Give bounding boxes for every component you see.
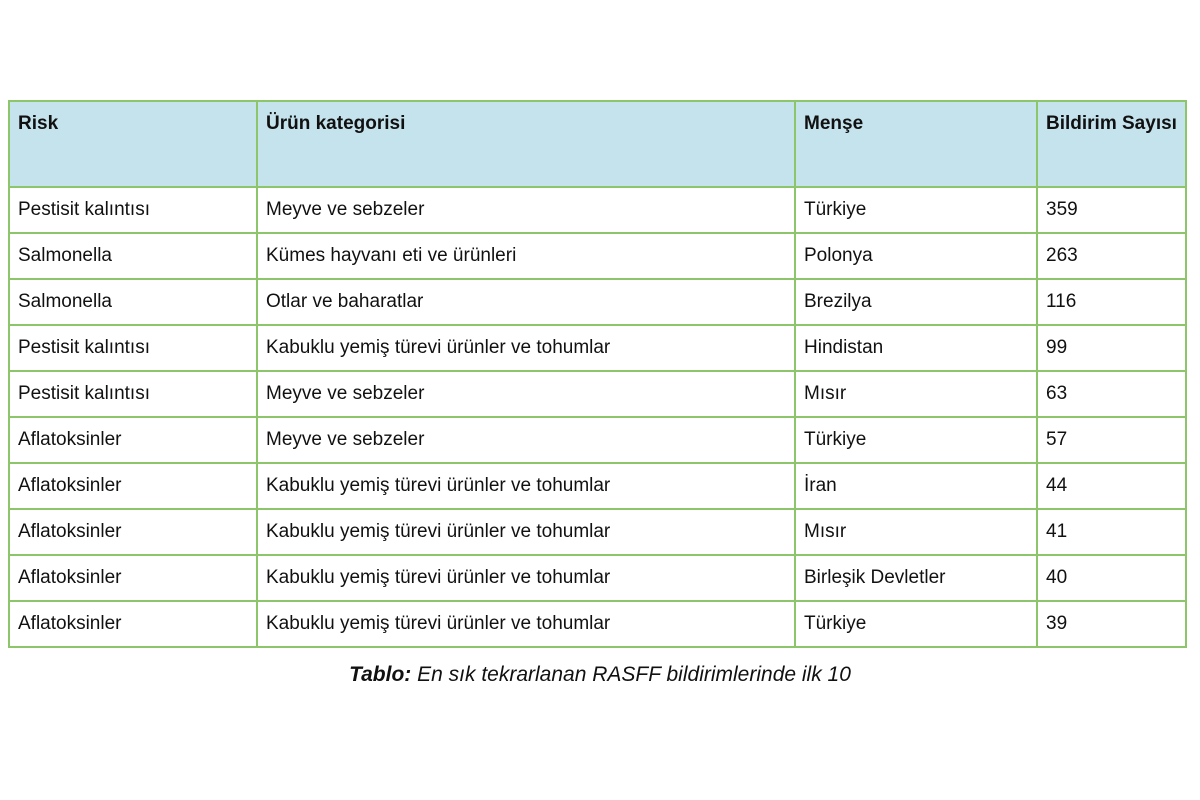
table-row — [9, 509, 1186, 555]
cell-notification-count: 57 — [1037, 417, 1186, 463]
cell-origin: Hindistan — [795, 325, 1037, 371]
header-origin: Menşe — [795, 101, 1037, 187]
table-header-row — [9, 101, 1186, 187]
cell-product-category: Meyve ve sebzeler — [257, 187, 795, 233]
header-risk: Risk — [9, 101, 257, 187]
caption-lead: Tablo: — [349, 663, 412, 686]
table-row — [9, 187, 1186, 233]
cell-risk: Salmonella — [9, 233, 257, 279]
cell-product-category: Kabuklu yemiş türevi ürünler ve tohumlar — [257, 555, 795, 601]
rasff-table-container — [8, 100, 1185, 648]
cell-origin: Mısır — [795, 509, 1037, 555]
cell-risk: Aflatoksinler — [9, 417, 257, 463]
cell-notification-count: 44 — [1037, 463, 1186, 509]
cell-risk: Pestisit kalıntısı — [9, 325, 257, 371]
cell-origin: Polonya — [795, 233, 1037, 279]
cell-risk: Pestisit kalıntısı — [9, 187, 257, 233]
cell-origin: Türkiye — [795, 417, 1037, 463]
header-notification-count: Bildirim Sayısı — [1037, 101, 1186, 187]
table-row — [9, 463, 1186, 509]
cell-notification-count: 40 — [1037, 555, 1186, 601]
cell-notification-count: 263 — [1037, 233, 1186, 279]
cell-product-category: Otlar ve baharatlar — [257, 279, 795, 325]
cell-risk: Aflatoksinler — [9, 509, 257, 555]
cell-risk: Pestisit kalıntısı — [9, 371, 257, 417]
cell-origin: Türkiye — [795, 601, 1037, 647]
cell-risk: Salmonella — [9, 279, 257, 325]
cell-notification-count: 359 — [1037, 187, 1186, 233]
table-row — [9, 601, 1186, 647]
cell-notification-count: 116 — [1037, 279, 1186, 325]
header-product-category: Ürün kategorisi — [257, 101, 795, 187]
cell-product-category: Meyve ve sebzeler — [257, 371, 795, 417]
table-caption — [0, 663, 1200, 687]
cell-risk: Aflatoksinler — [9, 463, 257, 509]
cell-product-category: Kabuklu yemiş türevi ürünler ve tohumlar — [257, 601, 795, 647]
cell-notification-count: 41 — [1037, 509, 1186, 555]
cell-product-category: Kümes hayvanı eti ve ürünleri — [257, 233, 795, 279]
rasff-table — [8, 100, 1187, 648]
table-row — [9, 325, 1186, 371]
cell-product-category: Meyve ve sebzeler — [257, 417, 795, 463]
cell-origin: İran — [795, 463, 1037, 509]
cell-product-category: Kabuklu yemiş türevi ürünler ve tohumlar — [257, 509, 795, 555]
cell-origin: Türkiye — [795, 187, 1037, 233]
cell-origin: Brezilya — [795, 279, 1037, 325]
table-row — [9, 555, 1186, 601]
table-row — [9, 371, 1186, 417]
cell-product-category: Kabuklu yemiş türevi ürünler ve tohumlar — [257, 325, 795, 371]
cell-notification-count: 99 — [1037, 325, 1186, 371]
table-row — [9, 279, 1186, 325]
cell-notification-count: 39 — [1037, 601, 1186, 647]
cell-notification-count: 63 — [1037, 371, 1186, 417]
table-row — [9, 417, 1186, 463]
cell-risk: Aflatoksinler — [9, 601, 257, 647]
cell-risk: Aflatoksinler — [9, 555, 257, 601]
cell-origin: Birleşik Devletler — [795, 555, 1037, 601]
cell-origin: Mısır — [795, 371, 1037, 417]
table-row — [9, 233, 1186, 279]
caption-text: En sık tekrarlanan RASFF bildirimlerinde ilk 10 — [411, 663, 851, 686]
cell-product-category: Kabuklu yemiş türevi ürünler ve tohumlar — [257, 463, 795, 509]
